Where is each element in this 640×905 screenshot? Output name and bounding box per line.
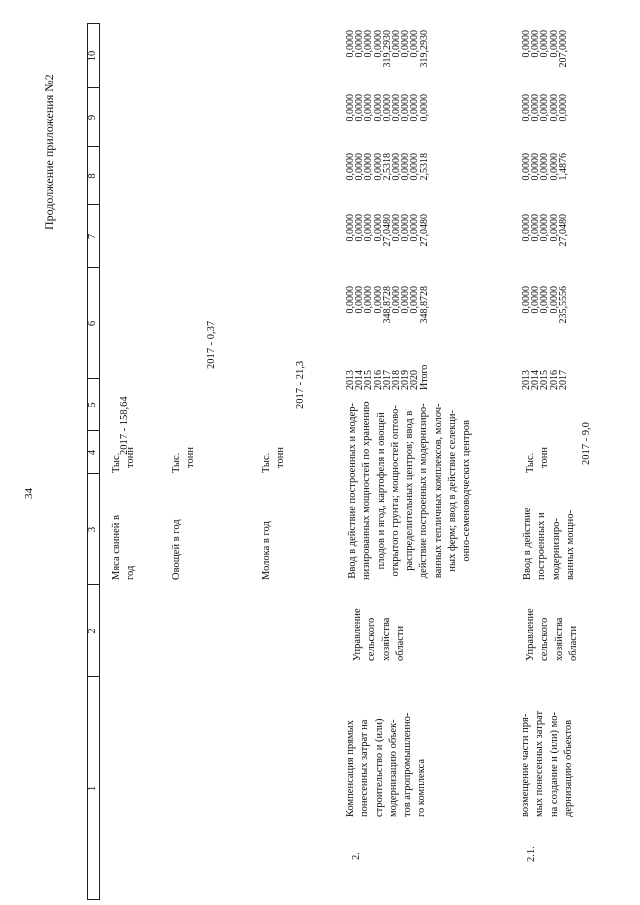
row2-indicator-line: онно-семеноводческих центров (461, 420, 473, 562)
value-cell: 0,0000 (354, 153, 366, 181)
row2-col7 (346, 214, 429, 283)
indicator-pork-line: Мяса свиней в (111, 515, 122, 580)
col-header-8: 8 (87, 173, 98, 179)
value-cell: 207,0000 (557, 30, 569, 68)
value-cell: 0,0000 (354, 214, 366, 242)
row2-indicator-line: распределительных центров; ввод в (404, 410, 416, 571)
row2-measure-line: тов агропромышленно- (402, 712, 414, 817)
page-number: 34 (23, 488, 35, 499)
row21-number: 2.1. (526, 846, 537, 862)
indicator-vegetables-value-text: 2017 - 0,37 (206, 320, 217, 369)
year-cell: 2018 (391, 370, 403, 390)
row2-measure-line: модернизацию объек- (387, 719, 399, 817)
year-cell: 2016 (548, 370, 560, 390)
value-cell: 0,0000 (345, 153, 356, 181)
row21-executor (524, 608, 581, 661)
year-cell: Итого (418, 364, 430, 390)
value-cell: 0,0000 (345, 286, 356, 314)
value-cell: 0,0000 (391, 94, 403, 122)
value-cell: 0,0000 (354, 286, 366, 314)
value-cell: 0,0000 (372, 94, 384, 122)
row2-measure-line: строительство и (или) (373, 718, 385, 817)
row2-col10 (346, 30, 429, 90)
value-cell: 0,0000 (391, 30, 403, 58)
row21-indicator-line: ванных мощно- (564, 510, 576, 580)
col-header-9: 9 (87, 114, 98, 121)
indicator-milk-name: Молока в год (261, 521, 272, 580)
value-cell: 0,0000 (363, 286, 375, 314)
value-cell: 0,0000 (363, 214, 375, 242)
value-cell: 2,5318 (418, 153, 430, 181)
value-cell: 0,0000 (539, 30, 551, 58)
value-cell: 27,0480 (557, 214, 569, 247)
row21-executor-line: сельского (539, 617, 551, 661)
row2-col8 (346, 153, 429, 208)
value-cell: 0,0000 (548, 94, 560, 122)
value-cell: 0,0000 (530, 30, 542, 58)
col-header-5: 5 (87, 402, 98, 408)
value-cell: 0,0000 (381, 94, 393, 122)
indicator-milk-value: 2017 - 21,3 (295, 360, 306, 409)
year-cell: 2017 (381, 370, 393, 390)
col-header-6: 6 (87, 320, 98, 327)
row2-indicator-line: открытого грунта; мощностей оптово- (389, 405, 401, 577)
year-cell: 2016 (372, 370, 384, 390)
row21-col8 (522, 153, 568, 208)
value-cell: 0,0000 (521, 153, 532, 181)
row21-col9 (522, 94, 568, 149)
value-cell: 0,0000 (409, 214, 421, 242)
unit-line: Тыс. (261, 452, 272, 473)
year-cell: 2020 (409, 370, 421, 390)
row21-measure-line: на создание и (или) мо- (548, 711, 560, 817)
row21-years (522, 370, 568, 390)
value-cell: 348,8728 (381, 286, 393, 324)
value-cell: 0,0000 (391, 214, 403, 242)
row2-indicator-line: Ввод в действие построенных и модер- (347, 402, 358, 579)
value-cell: 0,0000 (345, 94, 356, 122)
value-cell: 0,0000 (557, 94, 569, 122)
value-cell: 319,2930 (381, 30, 393, 68)
row2-executor-line: хозяйства (380, 617, 392, 661)
value-cell: 319,2930 (418, 30, 430, 68)
year-cell: 2015 (363, 370, 375, 390)
col-header-1: 1 (87, 785, 98, 792)
value-cell: 27,0480 (418, 214, 430, 247)
row2-indicator-line: действие построенных и модернизиро- (418, 403, 430, 579)
value-cell: 27,0480 (381, 214, 393, 247)
value-cell: 0,0000 (363, 94, 375, 122)
row2-executor-line: Управление (352, 608, 363, 661)
unit-line: Тыс. (171, 452, 182, 473)
value-cell: 0,0000 (548, 153, 560, 181)
value-cell: 348,8728 (418, 286, 430, 324)
value-cell: 0,0000 (548, 214, 560, 242)
row2-indicator-line: ных ферм; ввод в действие селекци- (447, 410, 459, 572)
indicator-vegetables-unit (170, 447, 199, 473)
row21-col7 (522, 214, 568, 283)
unit-line: тонн (275, 447, 287, 468)
row2-executor (351, 608, 408, 661)
value-cell: 0,0000 (409, 286, 421, 314)
row21-indicator (521, 508, 578, 581)
value-cell: 0,0000 (521, 214, 532, 242)
unit-line: тонн (539, 447, 551, 468)
row2-indicator-line: низированных мощностей по хранению (361, 401, 373, 580)
row21-executor-line: области (567, 625, 579, 661)
value-cell: 0,0000 (521, 286, 532, 314)
row21-indicator-line: модернизиро- (550, 518, 562, 580)
row21-measure (519, 711, 576, 817)
value-cell: 0,0000 (354, 94, 366, 122)
value-cell: 0,0000 (548, 30, 560, 58)
header-bottom-border (99, 23, 100, 900)
row21-indicator-line: построенных и (536, 512, 548, 580)
value-cell: 0,0000 (391, 286, 403, 314)
row21-measure-line: возмещение части пря- (520, 713, 531, 817)
value-cell: 0,0000 (539, 286, 551, 314)
row2-executor-line: области (394, 625, 406, 661)
value-cell: 0,0000 (354, 30, 366, 58)
value-cell: 2,5318 (381, 153, 393, 181)
unit-line: тонн (125, 447, 137, 468)
year-cell: 2019 (400, 370, 412, 390)
col-header-2: 2 (87, 628, 98, 634)
value-cell: 0,0000 (539, 153, 551, 181)
row2-executor-line: сельского (366, 617, 378, 661)
row2-col9 (346, 94, 429, 149)
row21-indicator-line: Ввод в действие (522, 507, 533, 580)
col-header-10: 10 (87, 50, 98, 62)
value-cell: 0,0000 (521, 30, 532, 58)
value-cell: 0,0000 (539, 214, 551, 242)
row2-col6 (346, 286, 429, 360)
value-cell: 0,0000 (400, 30, 412, 58)
row2-indicator-line: плодов и ягод, картофеля и овощей (375, 412, 387, 570)
year-cell: 2015 (539, 370, 551, 390)
value-cell: 0,0000 (400, 286, 412, 314)
row21-value: 2017 - 9,0 (581, 422, 592, 465)
year-cell: 2017 (557, 370, 569, 390)
value-cell: 235,5556 (557, 286, 569, 324)
row21-executor-line: хозяйства (553, 617, 565, 661)
appendix-label: Продолжение приложения №2 (42, 74, 56, 230)
value-cell: 0,0000 (391, 153, 403, 181)
indicator-pork-line: год (125, 565, 137, 580)
value-cell: 0,0000 (400, 214, 412, 242)
col-header-4: 4 (87, 449, 98, 456)
unit-line: Тыс. (111, 452, 122, 473)
value-cell: 0,0000 (548, 286, 560, 314)
value-cell: 0,0000 (372, 286, 384, 314)
value-cell: 0,0000 (530, 286, 542, 314)
value-cell: 0,0000 (409, 94, 421, 122)
row2-measure (344, 713, 430, 817)
value-cell: 0,0000 (363, 153, 375, 181)
row21-measure-line: дернизацию объектов (562, 719, 574, 817)
value-cell: 0,0000 (345, 30, 356, 58)
value-cell: 0,0000 (521, 94, 532, 122)
indicator-pork-value: 2017 - 158,64 (119, 396, 130, 455)
value-cell: 0,0000 (409, 153, 421, 181)
row2-number: 2. (351, 852, 362, 860)
indicator-milk-unit (260, 447, 289, 473)
value-cell: 0,0000 (345, 214, 356, 242)
value-cell: 0,0000 (530, 94, 542, 122)
col-header-7: 7 (87, 233, 98, 240)
year-cell: 2013 (521, 370, 532, 390)
value-cell: 0,0000 (409, 30, 421, 58)
row2-measure-line: Компенсация прямых (345, 720, 356, 817)
unit-line: тонн (185, 447, 197, 468)
year-cell: 2014 (354, 370, 366, 390)
value-cell: 0,0000 (530, 214, 542, 242)
row21-measure-line: мых понесенных затрат (534, 710, 546, 817)
value-cell: 0,0000 (363, 30, 375, 58)
col-header-3: 3 (87, 526, 98, 533)
row2-measure-line: понесенных затрат на (359, 719, 371, 817)
row21-executor-line: Управление (525, 608, 536, 661)
value-cell: 0,0000 (372, 214, 384, 242)
unit-line: Тыс. (525, 452, 536, 473)
row21-col6 (522, 286, 568, 360)
row21-col10 (522, 30, 568, 90)
year-cell: 2013 (345, 370, 356, 390)
row21-unit (524, 447, 553, 473)
value-cell: 0,0000 (418, 94, 430, 122)
row2-indicator (346, 402, 475, 580)
value-cell: 0,0000 (400, 94, 412, 122)
row2-measure-line: го комплекса (416, 759, 428, 817)
row2-years (346, 365, 429, 390)
value-cell: 0,0000 (372, 30, 384, 58)
value-cell: 0,0000 (530, 153, 542, 181)
row2-indicator-line: ванных тепличных комплексов, молоч- (432, 403, 444, 579)
value-cell: 0,0000 (372, 153, 384, 181)
indicator-pork-name (110, 515, 139, 580)
value-cell: 0,0000 (400, 153, 412, 181)
year-cell: 2014 (530, 370, 542, 390)
indicator-vegetables-name: Овощей в год (171, 519, 182, 580)
value-cell: 0,0000 (539, 94, 551, 122)
value-cell: 1,4876 (557, 153, 569, 181)
